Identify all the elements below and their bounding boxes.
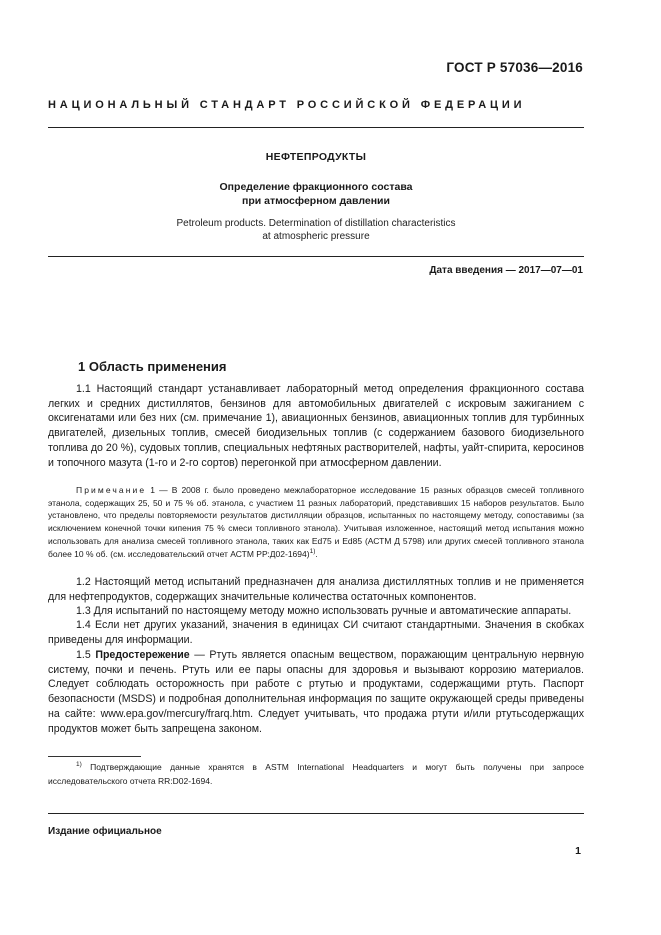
english-title [48, 217, 584, 243]
footnote-divider [48, 756, 141, 757]
footnote-marker: 1) [76, 761, 82, 769]
paragraph-1-5-number: 1.5 [76, 649, 91, 661]
english-title-line-1: Petroleum products. Determination of distillation characteristics [176, 218, 456, 229]
footnote-text: Подтверждающие данные хранятся в ASTM International Headquarters и могут быть получены при запросе исследовательского отчета RR:D02-1694. [48, 762, 584, 786]
paragraph-1-2: 1.2 Настоящий метод испытаний предназначен для анализа дистиллятных топлив и не применяется для нефтепродуктов, содержащих значительные количества остаточных компонентов. [48, 576, 584, 603]
english-title-line-2: at atmospheric pressure [262, 231, 370, 242]
note-label: Примечание [76, 485, 147, 495]
warning-label: Предостережение [95, 649, 190, 661]
footnote [48, 760, 584, 788]
note-footnote-ref: 1) [309, 547, 316, 555]
top-divider [48, 127, 584, 128]
section-title: 1 Область применения [78, 359, 227, 374]
title-divider [48, 256, 584, 257]
official-edition-label: Издание официальное [48, 826, 162, 837]
subtitle-line-1: Определение фракционного состава [219, 181, 413, 193]
document-title: НЕФТЕПРОДУКТЫ [265, 151, 367, 163]
note-end: . [315, 548, 318, 559]
paragraph-1-5-text: — Ртуть является опасным веществом, поражающим центральную нервную систему, почки и печень. Ртуть или ее пары опасны для здоровья и вызывают коррозию материалов. Следует соблюдать осторожность при работе с ртутью и продуктами, содержащими ртуть. Паспорт безопасности (MSDS) и подробная дополнительная информация по защите окружающей среды приведены на сайте: www.epa.gov/mercury/frarq.htm. Следует учитывать, что продажа ртути и/или ртутьсодержащих продуктов может быть запрещена законом. [48, 649, 584, 735]
note-text: 1 — В 2008 г. было проведено межлабораторное исследование 15 разных образцов смесей топливного этанола, содержащих 25, 50 и 75 % об. этанола, с участием 11 разных лабораторий, представивших 15 наборов результатов. Было установлено, что пределы повторяемости результатов дистилляции образцов, испытанных по настоящему методу, сопоставимы (за исключением конечной точки кипения 75 % смеси топливного этанола). Учитывая изложенное, настоящий метод испытания можно использовать для анализа смесей топливного этанола, таких как Ed75 и Ed85 (АСТМ Д 5798) или других смесей топливного этанола более 10 % об. (см. исследовательский отчет АСТМ РР:Д02-1694) [48, 485, 584, 559]
note-1 [48, 484, 584, 560]
paragraph-1-3: 1.3 Для испытаний по настоящему методу можно использовать ручные и автоматические аппараты. [76, 605, 572, 617]
standard-number: ГОСТ Р 57036—2016 [446, 60, 583, 75]
page-number: 1 [575, 845, 581, 857]
subtitle-line-2: при атмосферном давлении [242, 195, 390, 207]
national-standard-heading: НАЦИОНАЛЬНЫЙ СТАНДАРТ РОССИЙСКОЙ ФЕДЕРАЦИИ [48, 99, 526, 111]
document-subtitle [48, 180, 584, 208]
introduction-date: Дата введения — 2017—07—01 [429, 265, 583, 276]
bottom-divider [48, 813, 584, 814]
paragraph-1-1: 1.1 Настоящий стандарт устанавливает лабораторный метод определения фракционного состава легких и средних дистиллятов, бензинов для автомобильных двигателей с искровым зажиганием с оксигенатами или без них (см. примечание 1), авиационных бензинов, авиационных топлив для турбинных двигателей, дизельных топлив, смесей биодизельных топлив (с содержанием базового биодизельного топлива до 20 %), судовых топлив, специальных нефтяных растворителей, нафты, уайт-спирита, керосинов и топочного мазута (1-го и 2-го сортов) перегонкой при атмосферном давлении. [48, 383, 584, 469]
paragraph-1-5 [48, 648, 584, 736]
paragraph-1-4: 1.4 Если нет других указаний, значения в единицах СИ считают стандартными. Значения в скобках приведены для информации. [48, 619, 584, 646]
